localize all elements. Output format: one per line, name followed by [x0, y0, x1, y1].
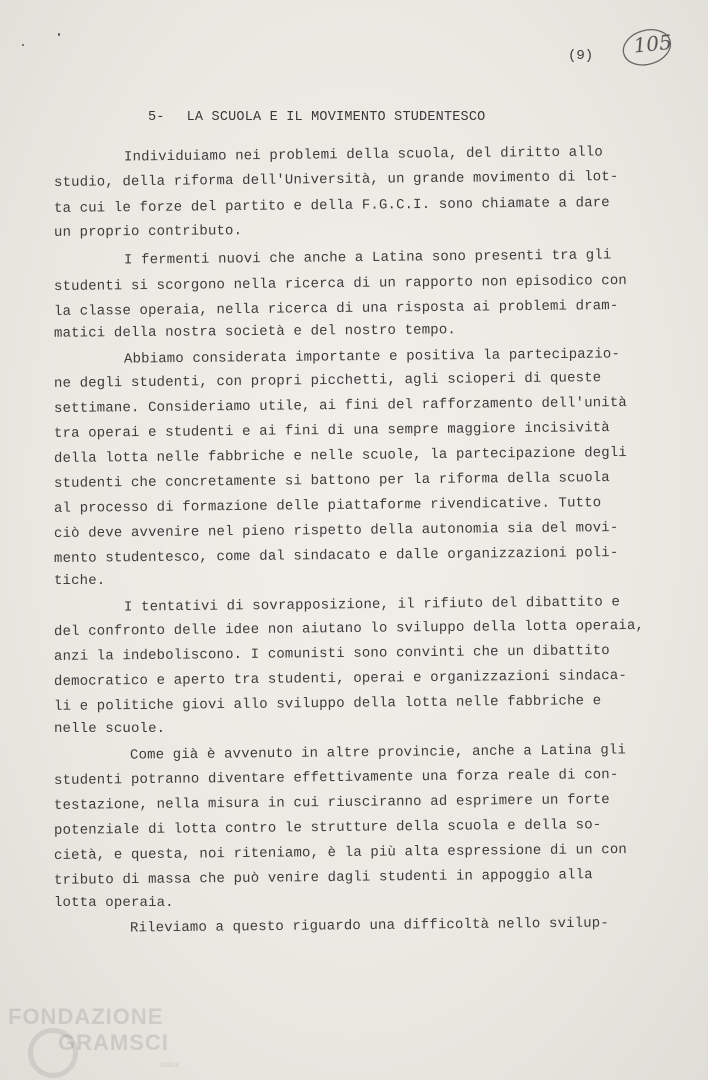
text-line: tributo di massa che può venire dagli studenti in appoggio alla — [53, 867, 593, 889]
section-heading — [148, 110, 485, 125]
section-number: 5- — [148, 110, 165, 125]
watermark-logo-circle — [28, 1028, 78, 1078]
text-line: matici della nostra società e del nostro tempo. — [53, 322, 456, 342]
text-line: I fermenti nuovi che anche a Latina sono presenti tra gli — [123, 247, 612, 269]
section-title: LA SCUOLA E IL MOVIMENTO STUDENTESCO — [186, 110, 486, 125]
text-line: al processo di formazione delle piattaforme rivendicative. Tutto — [53, 495, 602, 517]
text-line: settimane. Consideriamo utile, ai fini del rafforzamento dell'unità — [53, 395, 628, 417]
text-line: del confronto delle idee non aiutano lo sviluppo della lotta operaia, — [53, 617, 645, 641]
ink-speck — [22, 44, 24, 46]
text-line: Come già è avvenuto in altre provincie, anche a Latina gli — [129, 742, 627, 764]
watermark-line-3: onlus — [160, 1060, 180, 1069]
ink-speck — [58, 33, 60, 36]
text-line: li e politiche giovi allo sviluppo della lotta nelle fabbriche e — [53, 693, 602, 715]
page-number: (9) — [568, 48, 594, 64]
watermark-line-1: FONDAZIONE — [8, 1004, 164, 1029]
text-line: tiche. — [54, 573, 106, 589]
text-line: mento studentesco, come dal sindacato e dalle organizzazioni poli- — [53, 545, 619, 567]
text-line: I tentativi di sovrapposizione, il rifiuto del dibattito e — [123, 594, 621, 616]
text-line: Individuiamo nei problemi della scuola, del diritto allo — [123, 144, 603, 166]
text-line: un proprio contributo. — [53, 223, 243, 241]
text-line: della lotta nelle fabbriche e nelle scuole, la partecipazione degli — [53, 445, 628, 467]
text-line: studenti potranno diventare effettivamente una forza reale di con- — [53, 767, 619, 789]
text-line: democratico e aperto tra studenti, operai e organizzazioni sindaca- — [53, 668, 628, 690]
archive-number-handwritten — [624, 26, 676, 71]
text-line: la classe operaia, nella ricerca di una risposta ai problemi dram- — [53, 298, 619, 320]
fondazione-gramsci-watermark — [0, 1004, 200, 1080]
text-line: studenti si scorgono nella ricerca di un rapporto non episodico con — [53, 273, 628, 295]
text-line: potenziale di lotta contro le strutture della scuola e della so- — [53, 817, 602, 839]
text-line: ciò deve avvenire nel pieno rispetto della autonomia sia del movi- — [53, 520, 619, 542]
archive-number-text: 105 — [632, 29, 673, 58]
text-line: tra operai e studenti e ai fini di una sempre maggiore incisività — [53, 420, 610, 442]
watermark-line-2: GRAMSCI — [58, 1030, 169, 1055]
text-line: ne degli studenti, con propri picchetti, agli scioperi di queste — [53, 370, 602, 392]
text-line: anzi la indeboliscono. I comunisti sono convinti che un dibattito — [53, 643, 610, 665]
text-line: Rileviamo a questo riguardo una difficoltà nello svilup- — [129, 915, 609, 937]
text-line: studio, della riforma dell'Università, un grande movimento di lot- — [53, 169, 619, 191]
text-line: studenti che concretamente si battono per la riforma della scuola — [53, 470, 610, 492]
text-line: Abbiamo considerata importante e positiva la partecipazio- — [123, 346, 621, 368]
text-line: lotta operaia. — [54, 895, 174, 911]
text-line: cietà, e questa, noi riteniamo, è la più alta espressione di un con — [53, 842, 628, 864]
text-line: testazione, nella misura in cui riusciranno ad esprimere un forte — [53, 792, 610, 814]
text-line: ta cui le forze del partito e della F.G.C.I. sono chiamate a dare — [53, 195, 610, 217]
text-line: nelle scuole. — [54, 721, 166, 737]
